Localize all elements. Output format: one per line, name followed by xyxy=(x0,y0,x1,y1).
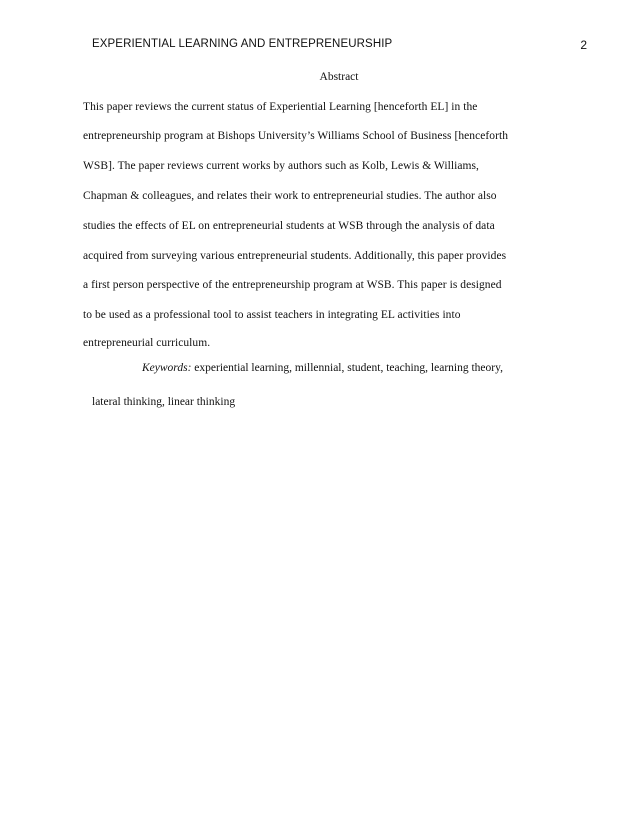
abstract-line: Chapman & colleagues, and relates their work to entrepreneurial studies. The author also xyxy=(83,190,497,202)
keywords-continuation: lateral thinking, linear thinking xyxy=(92,396,236,408)
keywords-line xyxy=(142,362,503,374)
abstract-line: entrepreneurial curriculum. xyxy=(83,337,211,349)
running-head: EXPERIENTIAL LEARNING AND ENTREPRENEURSHIP xyxy=(92,38,393,50)
abstract-line: a first person perspective of the entrepreneurship program at WSB. This paper is designed xyxy=(83,279,502,291)
abstract-line: entrepreneurship program at Bishops University’s Williams School of Business [henceforth xyxy=(83,130,508,142)
abstract-line: WSB]. The paper reviews current works by authors such as Kolb, Lewis & Williams, xyxy=(83,160,479,172)
abstract-line: This paper reviews the current status of Experiential Learning [henceforth EL] in the xyxy=(83,101,478,113)
abstract-line: acquired from surveying various entrepreneurial students. Additionally, this paper provides xyxy=(83,250,507,262)
keywords-label: Keywords: xyxy=(142,362,192,374)
abstract-line: studies the effects of EL on entrepreneurial students at WSB through the analysis of data xyxy=(83,220,495,232)
keywords-text: experiential learning, millennial, student, teaching, learning theory, xyxy=(191,362,503,374)
abstract-line: to be used as a professional tool to assist teachers in integrating EL activities into xyxy=(83,309,461,321)
abstract-title: Abstract xyxy=(319,71,359,83)
page-number: 2 xyxy=(580,38,587,52)
